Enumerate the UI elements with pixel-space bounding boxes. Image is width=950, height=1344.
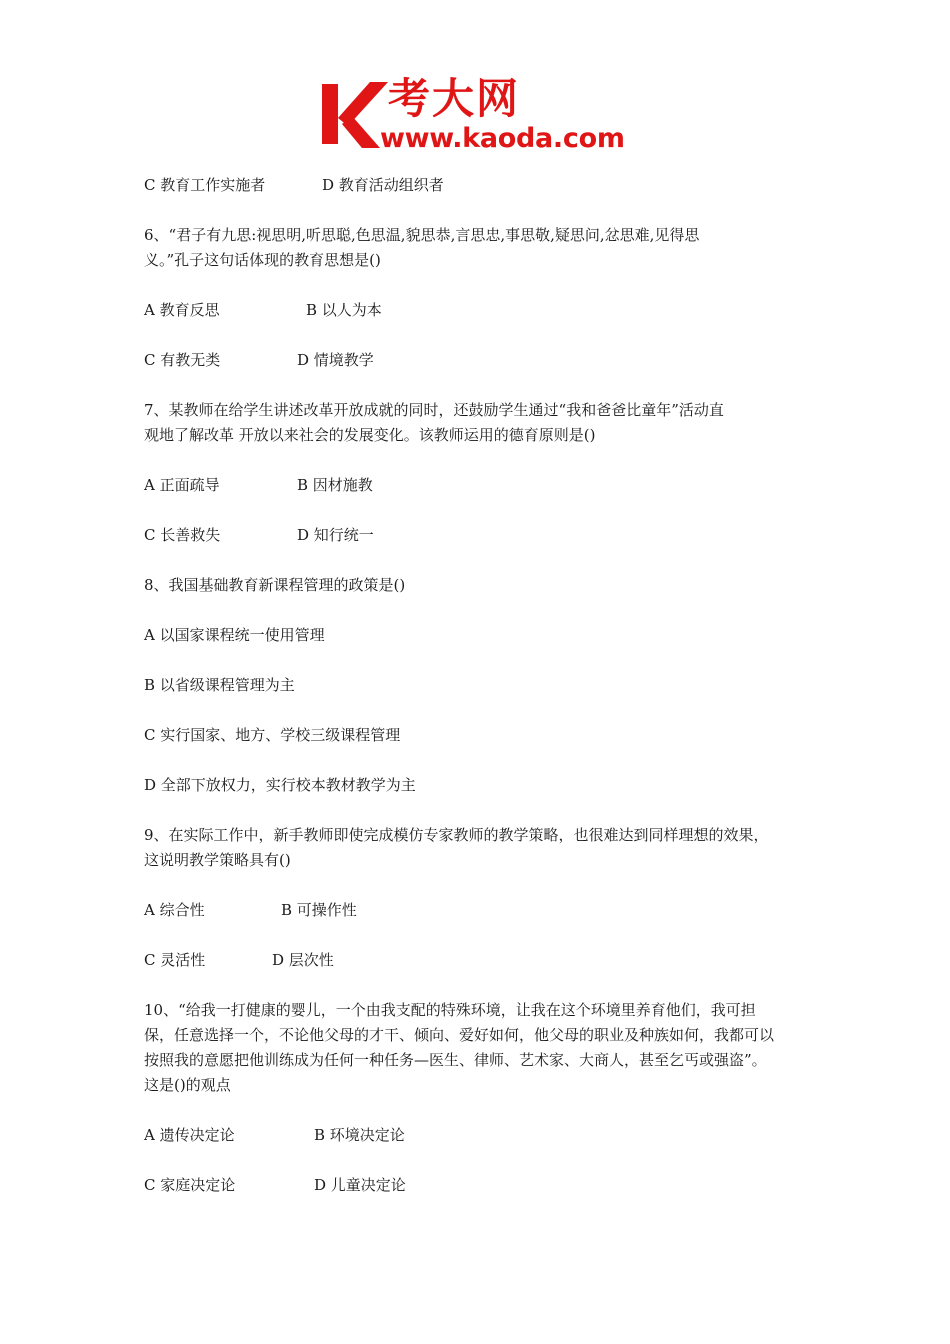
q5-option-c: C 教育工作实施者 <box>144 176 266 194</box>
q8-stem: 8、我国基础教育新课程管理的政策是() <box>144 576 406 594</box>
site-logo[interactable] <box>318 74 648 160</box>
q6-stem-line1: 6、“君子有九思:视思明,听思聪,色思温,貌思恭,言思忠,事思敬,疑思问,忿思难,见得思 <box>144 226 700 244</box>
q10-option-c: C 家庭决定论 <box>144 1176 236 1194</box>
brand-name: 考大网 <box>388 74 521 123</box>
q6-options-ab <box>144 298 824 323</box>
q9-stem-line2: 这说明教学策略具有() <box>144 851 291 869</box>
q10-option-b: B 环境决定论 <box>314 1126 405 1144</box>
q5-options-cd <box>144 173 824 198</box>
q10-options-ab <box>144 1123 824 1148</box>
q9-option-a: A 综合性 <box>144 901 205 919</box>
q9-options-cd <box>144 948 824 973</box>
q6-option-b: B 以人为本 <box>306 301 382 319</box>
q7-options-cd <box>144 523 824 548</box>
q8-option-a: A 以国家课程统一使用管理 <box>144 626 325 644</box>
q10-stem-line1: 10、“给我一打健康的婴儿，一个由我支配的特殊环境，让我在这个环境里养育他们，我可担 <box>144 1001 756 1019</box>
q7-options-ab <box>144 473 824 498</box>
q10-options-cd <box>144 1173 824 1198</box>
q7-stem-line1: 7、某教师在给学生讲述改革开放成就的同时，还鼓励学生通过“我和爸爸比童年”活动直 <box>144 401 724 419</box>
q10-stem-line4: 这是()的观点 <box>144 1076 231 1094</box>
q6-option-a: A 教育反思 <box>144 301 220 319</box>
q10-option-d: D 儿童决定论 <box>314 1176 406 1194</box>
q5-option-d: D 教育活动组织者 <box>322 176 444 194</box>
q9-option-c: C 灵活性 <box>144 951 206 969</box>
q7-option-c: C 长善救失 <box>144 526 221 544</box>
q10-option-a: A 遗传决定论 <box>144 1126 235 1144</box>
q6-option-c: C 有教无类 <box>144 351 221 369</box>
q7-option-d: D 知行统一 <box>297 526 374 544</box>
q10-stem-line2: 保，任意选择一个，不论他父母的才干、倾向、爱好如何，他父母的职业及种族如何，我都可以 <box>144 1026 775 1044</box>
q7-stem-line2: 观地了解改革 开放以来社会的发展变化。该教师运用的德育原则是() <box>144 426 596 444</box>
q9-option-b: B 可操作性 <box>281 901 357 919</box>
q9-stem-line1: 9、在实际工作中，新手教师即使完成模仿专家教师的教学策略，也很难达到同样理想的效果， <box>144 826 769 844</box>
question-content <box>144 173 824 1198</box>
q8-option-c: C 实行国家、地方、学校三级课程管理 <box>144 726 401 744</box>
q9-option-d: D 层次性 <box>272 951 334 969</box>
q10-stem-line3: 按照我的意愿把他训练成为任何一种任务—医生、律师、艺术家、大商人，甚至乞丐或强盗”。 <box>144 1051 767 1069</box>
q6-stem-line2: 义。”孔子这句话体现的教育思想是() <box>144 251 381 269</box>
q8-option-d: D 全部下放权力，实行校本教材教学为主 <box>144 776 416 794</box>
q8-option-b: B 以省级课程管理为主 <box>144 676 295 694</box>
q7-option-a: A 正面疏导 <box>144 476 220 494</box>
q7-option-b: B 因材施教 <box>297 476 373 494</box>
site-url: www.kaoda.com <box>380 123 625 154</box>
q9-options-ab <box>144 898 824 923</box>
q6-option-d: D 情境教学 <box>297 351 374 369</box>
q6-options-cd <box>144 348 824 373</box>
